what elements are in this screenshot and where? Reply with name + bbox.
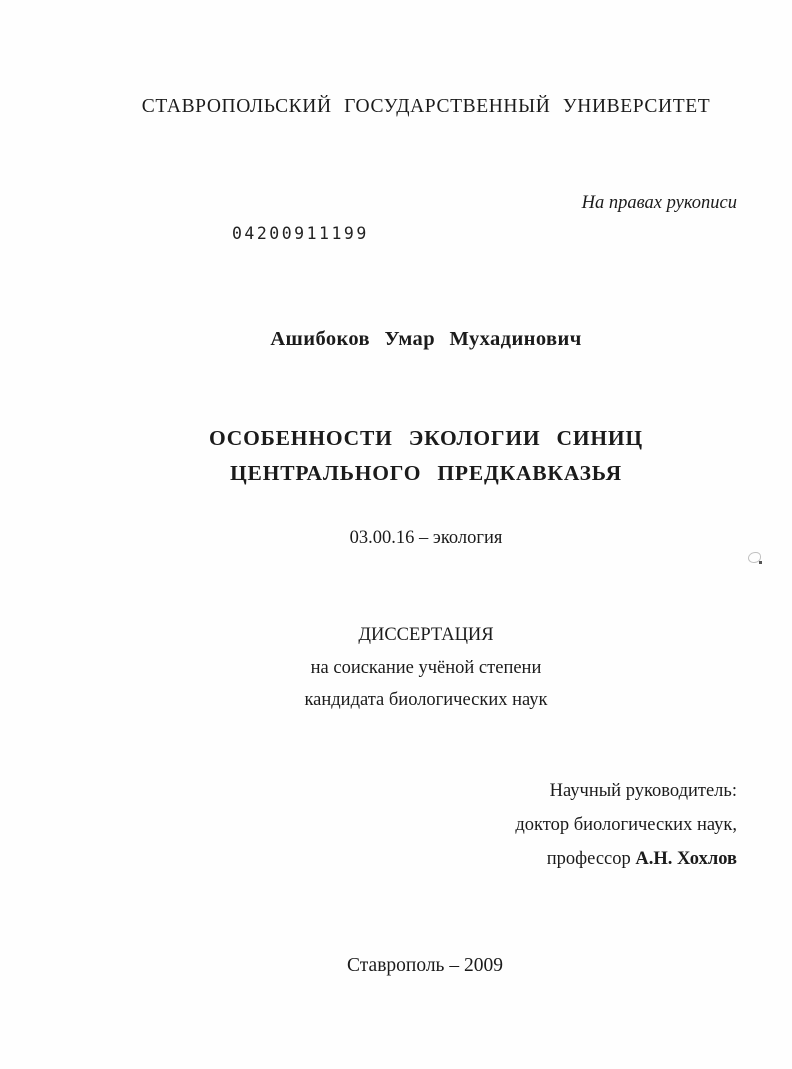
supervisor-label: Научный руководитель:: [549, 781, 737, 801]
university-name: СТАВРОПОЛЬСКИЙ ГОСУДАРСТВЕННЫЙ УНИВЕРСИТЕТ: [141, 96, 711, 117]
degree-line2: кандидата биологических наук: [304, 690, 548, 710]
city-and-year: Ставрополь – 2009: [347, 955, 503, 976]
supervisor-name: А.Н. Хохлов: [635, 849, 737, 869]
dissertation-title: [0, 421, 792, 491]
supervisor-degree: доктор биологических наук,: [515, 815, 737, 835]
registration-number: 04200911199: [232, 224, 369, 243]
dissertation-title-line1: ОСОБЕННОСТИ ЭКОЛОГИИ СИНИЦ: [209, 426, 643, 450]
author-name: Ашибоков Умар Мухадинович: [270, 328, 582, 350]
scan-artifact-speck: [748, 552, 761, 563]
supervisor-block: [515, 774, 737, 876]
degree-line1: на соискание учёной степени: [310, 657, 542, 678]
supervisor-title-prefix: профессор: [546, 849, 636, 869]
supervisor-name-line: [515, 842, 737, 876]
manuscript-rights-note: На правах рукописи: [581, 193, 737, 213]
specialty-code: 03.00.16 – экология: [349, 528, 503, 548]
work-type-block: [0, 619, 792, 717]
work-type-label: ДИССЕРТАЦИЯ: [358, 625, 494, 645]
dissertation-title-line2: ЦЕНТРАЛЬНОГО ПРЕДКАВКАЗЬЯ: [230, 461, 622, 485]
